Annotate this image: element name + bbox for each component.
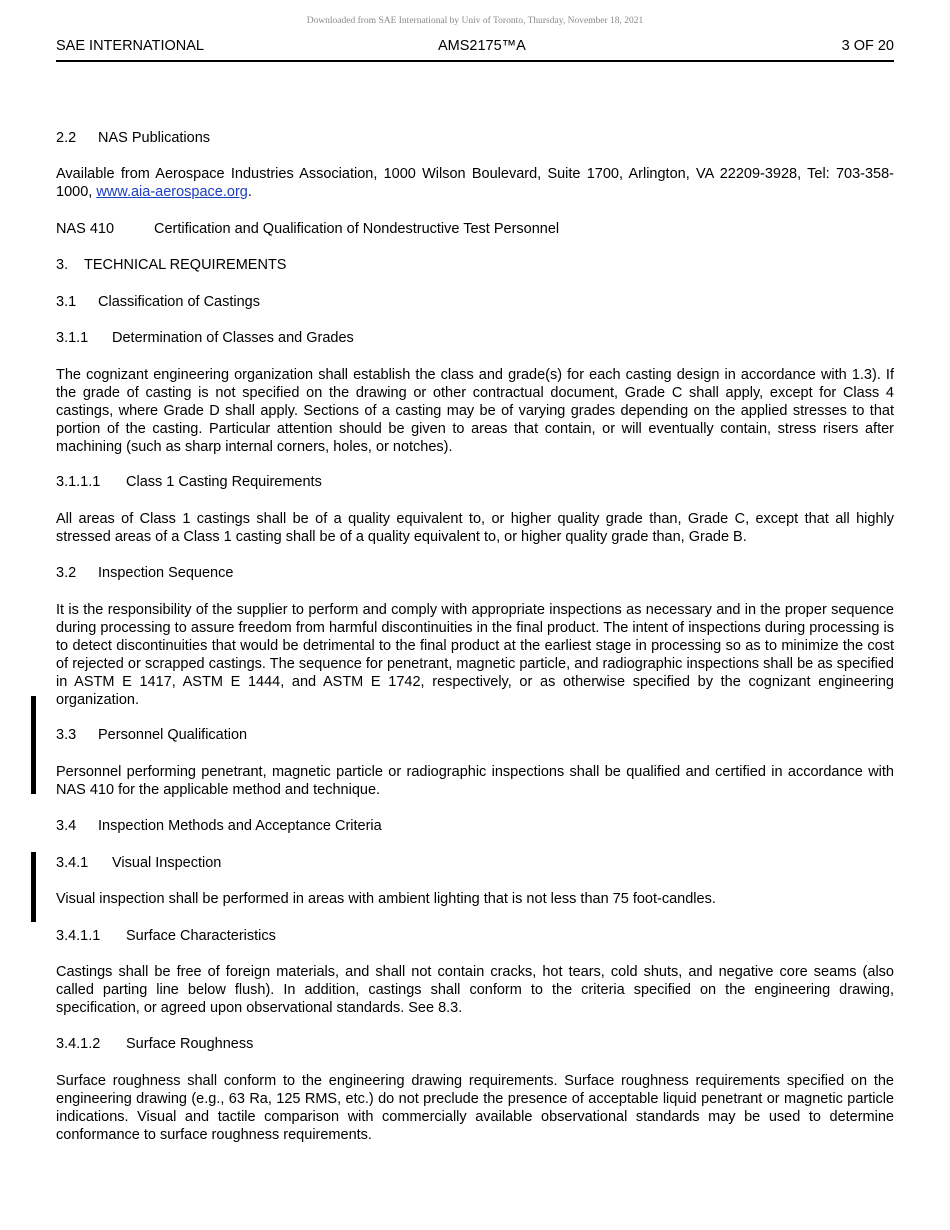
section-3-1-1-1-paragraph: All areas of Class 1 castings shall be of a quality equivalent to, or higher quality grade than, Grade C, except that all highly stressed areas of a Class 1 casting shall be of a quality equivalent to, or higher quality grade than, Grade B. [56, 511, 894, 545]
section-number: 3.4.1 [56, 855, 89, 871]
reference-title: Certification and Qualification of Nondestructive Test Personnel [154, 221, 560, 237]
section-title: Determination of Classes and Grades [112, 330, 354, 346]
section-3-heading [56, 256, 286, 274]
section-3-1-1-paragraph: The cognizant engineering organization shall establish the class and grade(s) for each casting design in accordance with 1.3). If the grade of casting is not specified on the drawing or other contractual document, Grade C shall apply, except for Class 4 castings, where Grade D shall apply. Sections of a casting may be of varying grades depending on the applied stresses to that portion of the casting. Particular attention should be given to areas that contain, or will eventually contain, stress risers after machining (such as sharp internal corners, holes, or notches). [56, 367, 894, 455]
page-header [56, 38, 894, 58]
nas-410-reference [56, 220, 559, 238]
section-number: 3.3 [56, 727, 77, 743]
download-watermark: Downloaded from SAE International by Univ of Toronto, Thursday, November 18, 2021 [306, 16, 644, 26]
page-number: 3 OF 20 [841, 38, 894, 54]
section-number: 3.4.1.1 [56, 928, 101, 944]
section-number: 3.1.1 [56, 330, 89, 346]
section-3-2-paragraph: It is the responsibility of the supplier to perform and comply with appropriate inspections as necessary and in the proper sequence during processing to assure freedom from harmful discontinuities in the final product. The intent of inspections during processing is to detect discontinuities that would be detrimental to the final product at the earliest stage in processing so as to minimize the cost of rejected or scrapped castings. The sequence for penetrant, magnetic particle, and radiographic inspections shall be as specified in ASTM E 1417, ASTM E 1444, and ASTM E 1742, respectively, or as otherwise specified by the cognizant engineering organization. [56, 602, 894, 708]
section-title: TECHNICAL REQUIREMENTS [84, 257, 287, 273]
section-number: 3. [56, 257, 69, 273]
section-title: NAS Publications [98, 130, 211, 146]
section-number: 3.1.1.1 [56, 474, 101, 490]
revision-change-bar [31, 852, 36, 922]
publisher-name: SAE INTERNATIONAL [56, 38, 204, 54]
document-id: AMS2175™A [438, 38, 526, 54]
revision-change-bar [31, 696, 36, 794]
section-title: Inspection Methods and Acceptance Criteria [98, 818, 382, 834]
section-title: Inspection Sequence [98, 565, 234, 581]
section-number: 3.1 [56, 294, 77, 310]
section-3-4-1-paragraph: Visual inspection shall be performed in areas with ambient lighting that is not less than 75 foot-candles. [56, 891, 716, 907]
aia-website-link[interactable]: www.aia-aerospace.org [96, 184, 248, 200]
section-3-2-heading [56, 564, 233, 582]
section-3-3-heading [56, 726, 247, 744]
section-number: 3.4 [56, 818, 77, 834]
section-3-1-1-1-heading [56, 473, 322, 491]
section-number: 3.4.1.2 [56, 1036, 101, 1052]
section-number: 3.2 [56, 565, 77, 581]
section-3-4-1-1-heading [56, 927, 276, 945]
section-title: Class 1 Casting Requirements [126, 474, 322, 490]
reference-number: NAS 410 [56, 221, 115, 237]
section-2-2-heading [56, 129, 210, 147]
section-title: Personnel Qualification [98, 727, 248, 743]
section-3-4-heading [56, 817, 382, 835]
section-3-3-paragraph: Personnel performing penetrant, magnetic particle or radiographic inspections shall be qualified and certified in accordance with NAS 410 for the applicable method and technique. [56, 764, 894, 798]
section-number: 2.2 [56, 130, 77, 146]
section-title: Surface Roughness [126, 1036, 254, 1052]
section-3-4-1-heading [56, 854, 221, 872]
nas-availability-end: . [247, 184, 252, 200]
section-title: Visual Inspection [112, 855, 222, 871]
section-3-4-1-2-heading [56, 1035, 253, 1053]
section-3-1-heading [56, 293, 260, 311]
nas-availability-paragraph [56, 165, 894, 201]
section-title: Surface Characteristics [126, 928, 276, 944]
section-3-1-1-heading [56, 329, 354, 347]
section-3-4-1-1-paragraph: Castings shall be free of foreign materials, and shall not contain cracks, hot tears, cold shuts, and negative core seams (also called parting line below flush). In addition, castings shall conform to the criteria specified on the engineering drawing, specification, or agreed upon observational standards. See 8.3. [56, 964, 894, 1016]
header-rule [56, 60, 894, 62]
nas-availability-text: Available from Aerospace Industries Association, 1000 Wilson Boulevard, Suite 1700, Arlington, VA 22209-3928, Tel: 703-358-1000, [56, 166, 894, 200]
section-3-4-1-2-paragraph: Surface roughness shall conform to the engineering drawing requirements. Surface roughness requirements specified on the engineering drawing (e.g., 63 Ra, 125 RMS, etc.) do not preclude the presence of acceptable liquid penetrant or magnetic particle indications. Visual and tactile comparison with commercially available observational standards may be used to determine conformance to surface roughness requirements. [56, 1073, 894, 1143]
section-title: Classification of Castings [98, 294, 260, 310]
